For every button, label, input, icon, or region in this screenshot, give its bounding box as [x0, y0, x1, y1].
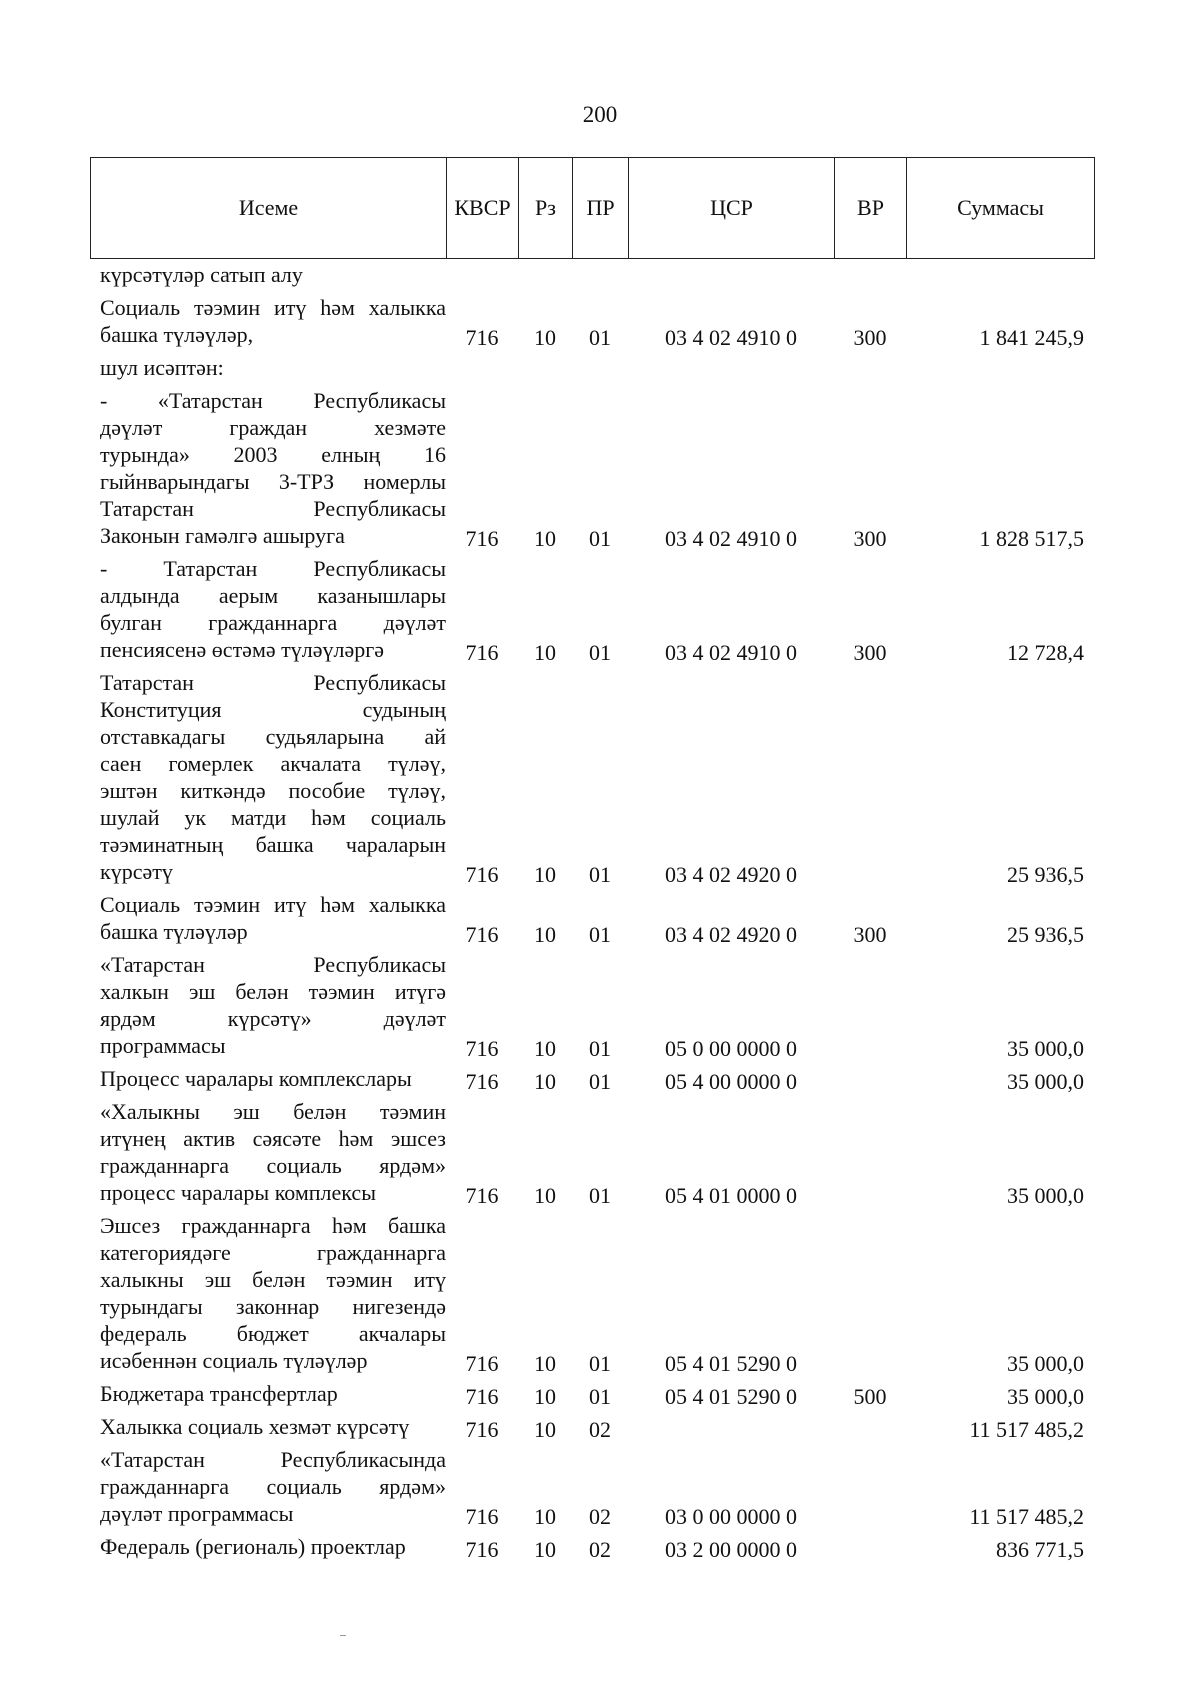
- table-row: [90, 1209, 1094, 1377]
- row-name-line: булган гражданнарга дәүләт: [100, 610, 446, 635]
- cell-vr: 300: [853, 325, 887, 350]
- cell-pr: [572, 351, 628, 384]
- row-name-line: турындагы законнар нигезендә: [100, 1294, 446, 1319]
- cell-kvsr: 716: [465, 1351, 499, 1376]
- cell-rz: 10: [534, 1504, 556, 1529]
- row-name-line: Татарстан Республикасы: [100, 670, 446, 695]
- cell-csr: 05 4 01 5290 0: [665, 1384, 797, 1409]
- table-row: [90, 384, 1094, 552]
- row-name: [90, 666, 446, 888]
- cell-rz: 10: [534, 1036, 556, 1061]
- table-row: [90, 948, 1094, 1062]
- cell-sum: 35 000,0: [1007, 1384, 1084, 1409]
- cell-csr: [628, 1410, 834, 1443]
- column-header-vr: ВР: [835, 158, 907, 259]
- cell-sum: 35 000,0: [1007, 1069, 1084, 1094]
- cell-rz: 10: [534, 1351, 556, 1376]
- cell-csr: 05 0 00 0000 0: [665, 1036, 797, 1061]
- cell-sum: 35 000,0: [1007, 1183, 1084, 1208]
- row-name: [90, 888, 446, 948]
- row-name: [90, 291, 446, 351]
- row-name-line: Бюджетара трансфертлар: [100, 1381, 338, 1406]
- row-name-line: - Татарстан Республикасы: [100, 556, 446, 581]
- table-row: [90, 291, 1094, 351]
- row-name: [90, 1095, 446, 1209]
- row-name-line: процесс чаралары комплексы: [100, 1180, 376, 1205]
- column-header-sum: Суммасы: [907, 158, 1095, 259]
- cell-vr: [834, 1410, 906, 1443]
- row-name-line: - «Татарстан Республикасы: [100, 388, 446, 413]
- row-name-line: эштән киткәндә пособие түләү,: [100, 778, 446, 803]
- cell-sum: 1 841 245,9: [979, 325, 1084, 350]
- row-name: [90, 552, 446, 666]
- row-name: [90, 1062, 446, 1095]
- row-name-line: саен гомерлек акчалата түләү,: [100, 751, 446, 776]
- row-name-line: күрсәтүләр сатып алу: [100, 262, 303, 287]
- row-name: [90, 948, 446, 1062]
- cell-pr: 02: [589, 1537, 611, 1562]
- row-name-line: Социаль тәэмин итү һәм халыкка: [100, 295, 446, 320]
- cell-vr: [834, 351, 906, 384]
- table-row: [90, 258, 1094, 291]
- cell-csr: 03 2 00 0000 0: [665, 1537, 797, 1562]
- row-name-line: Татарстан Республикасы: [100, 496, 446, 521]
- row-name-line: Эшсез гражданнарга һәм башка: [100, 1213, 446, 1238]
- cell-sum: 1 828 517,5: [979, 526, 1084, 551]
- row-name-line: итүнең актив сәясәте һәм эшсез: [100, 1126, 446, 1151]
- row-name-line: отставкадагы судьяларына ай: [100, 724, 446, 749]
- cell-csr: 03 0 00 0000 0: [665, 1504, 797, 1529]
- row-name: [90, 1443, 446, 1530]
- cell-rz: 10: [534, 862, 556, 887]
- cell-pr: 01: [589, 922, 611, 947]
- row-name-line: категориядәге гражданнарга: [100, 1240, 446, 1265]
- cell-pr: 01: [589, 862, 611, 887]
- cell-rz: 10: [534, 640, 556, 665]
- cell-sum: 836 771,5: [996, 1537, 1084, 1562]
- cell-sum: [906, 258, 1094, 291]
- table-row: [90, 666, 1094, 888]
- row-name: [90, 384, 446, 552]
- cell-pr: 01: [589, 1351, 611, 1376]
- cell-csr: 03 4 02 4920 0: [665, 862, 797, 887]
- cell-kvsr: 716: [465, 1036, 499, 1061]
- row-name-line: гражданнарга социаль ярдәм»: [100, 1153, 446, 1178]
- cell-kvsr: 716: [465, 1183, 499, 1208]
- cell-csr: 03 4 02 4910 0: [665, 640, 797, 665]
- row-name: [90, 1209, 446, 1377]
- cell-sum: 35 000,0: [1007, 1036, 1084, 1061]
- cell-vr: 500: [853, 1384, 887, 1409]
- cell-pr: 01: [589, 1183, 611, 1208]
- row-name-line: тәэминатның башка чараларын: [100, 832, 446, 857]
- page-number: 200: [582, 102, 618, 127]
- row-name-line: Законын гамәлгә ашыруга: [100, 523, 345, 548]
- row-name-line: «Татарстан Республикасында: [100, 1447, 446, 1472]
- cell-pr: 01: [589, 526, 611, 551]
- table-row: [90, 1062, 1094, 1095]
- row-name-line: ярдәм күрсәтү» дәүләт: [100, 1006, 446, 1031]
- cell-rz: 10: [534, 922, 556, 947]
- cell-csr: 05 4 00 0000 0: [665, 1069, 797, 1094]
- cell-kvsr: 716: [465, 526, 499, 551]
- table-row: [90, 1443, 1094, 1530]
- column-header-pr: ПР: [573, 158, 629, 259]
- table-row: [90, 552, 1094, 666]
- cell-kvsr: [446, 351, 518, 384]
- cell-pr: 02: [589, 1504, 611, 1529]
- cell-csr: [628, 351, 834, 384]
- cell-sum: 35 000,0: [1007, 1351, 1084, 1376]
- row-name-line: «Татарстан Республикасы: [100, 952, 446, 977]
- cell-pr: [572, 258, 628, 291]
- cell-vr: 300: [853, 922, 887, 947]
- row-name-line: федераль бюджет акчалары: [100, 1321, 446, 1346]
- cell-vr: [834, 666, 906, 888]
- cell-kvsr: 716: [465, 1417, 499, 1442]
- table-row: [90, 1377, 1094, 1410]
- cell-pr: 02: [589, 1417, 611, 1442]
- scan-mark: [340, 1635, 346, 1636]
- row-name-line: пенсиясенә өстәмә түләүләргә: [100, 637, 385, 662]
- cell-kvsr: 716: [465, 922, 499, 947]
- row-name-line: Конституция судының: [100, 697, 446, 722]
- column-header-rz: Рз: [519, 158, 573, 259]
- cell-sum: 12 728,4: [1007, 640, 1084, 665]
- cell-vr: [834, 948, 906, 1062]
- cell-vr: [834, 1530, 906, 1563]
- cell-sum: 11 517 485,2: [969, 1417, 1084, 1442]
- cell-csr: 03 4 02 4910 0: [665, 325, 797, 350]
- row-name-line: шул исәптән:: [100, 355, 224, 380]
- cell-csr: [628, 258, 834, 291]
- cell-rz: 10: [534, 1384, 556, 1409]
- cell-kvsr: 716: [465, 1504, 499, 1529]
- cell-pr: 01: [589, 1036, 611, 1061]
- row-name-line: башка түләүләр,: [100, 322, 254, 347]
- cell-kvsr: 716: [465, 1384, 499, 1409]
- cell-kvsr: 716: [465, 640, 499, 665]
- budget-table: [90, 258, 1094, 1563]
- cell-sum: [906, 351, 1094, 384]
- column-header-csr: ЦСР: [629, 158, 835, 259]
- cell-csr: 05 4 01 0000 0: [665, 1183, 797, 1208]
- row-name-line: гражданнарга социаль ярдәм»: [100, 1474, 446, 1499]
- row-name-line: турында» 2003 елның 16: [100, 442, 446, 467]
- table-row: [90, 1410, 1094, 1443]
- cell-kvsr: 716: [465, 325, 499, 350]
- cell-vr: [834, 1209, 906, 1377]
- row-name-line: дәүләт программасы: [100, 1501, 294, 1526]
- cell-rz: 10: [534, 1537, 556, 1562]
- table-row: [90, 888, 1094, 948]
- cell-sum: 25 936,5: [1007, 862, 1084, 887]
- cell-pr: 01: [589, 1069, 611, 1094]
- table-row: [90, 1530, 1094, 1563]
- cell-rz: 10: [534, 526, 556, 551]
- cell-vr: 300: [853, 640, 887, 665]
- row-name-line: Социаль тәэмин итү һәм халыкка: [100, 892, 446, 917]
- cell-rz: 10: [534, 1069, 556, 1094]
- cell-kvsr: 716: [465, 1537, 499, 1562]
- row-name: [90, 258, 446, 291]
- cell-vr: [834, 258, 906, 291]
- cell-sum: 25 936,5: [1007, 922, 1084, 947]
- row-name-line: Федераль (региональ) проектлар: [100, 1534, 406, 1559]
- table-row: [90, 351, 1094, 384]
- row-name-line: Процесс чаралары комплекслары: [100, 1066, 412, 1091]
- row-name-line: дәүләт граждан хезмәте: [100, 415, 446, 440]
- row-name-line: Халыкка социаль хезмәт күрсәтү: [100, 1414, 410, 1439]
- cell-rz: [518, 351, 572, 384]
- row-name-line: гыйнварындагы 3-ТРЗ номерлы: [100, 469, 446, 494]
- row-name-line: алдында аерым казанышлары: [100, 583, 446, 608]
- cell-vr: [834, 1095, 906, 1209]
- row-name: [90, 1377, 446, 1410]
- row-name-line: шулай ук матди һәм социаль: [100, 805, 446, 830]
- cell-kvsr: [446, 258, 518, 291]
- row-name-line: халкын эш белән тәэмин итүгә: [100, 979, 446, 1004]
- row-name-line: исәбеннән социаль түләүләр: [100, 1348, 368, 1373]
- cell-kvsr: 716: [465, 862, 499, 887]
- cell-rz: 10: [534, 1183, 556, 1208]
- cell-kvsr: 716: [465, 1069, 499, 1094]
- cell-vr: 300: [853, 526, 887, 551]
- cell-csr: 03 4 02 4910 0: [665, 526, 797, 551]
- cell-rz: 10: [534, 325, 556, 350]
- row-name: [90, 1530, 446, 1563]
- cell-pr: 01: [589, 325, 611, 350]
- cell-pr: 01: [589, 1384, 611, 1409]
- cell-sum: 11 517 485,2: [969, 1504, 1084, 1529]
- cell-rz: [518, 258, 572, 291]
- row-name-line: «Халыкны эш белән тәэмин: [100, 1099, 446, 1124]
- cell-csr: 03 4 02 4920 0: [665, 922, 797, 947]
- cell-vr: [834, 1443, 906, 1530]
- table-row: [90, 1095, 1094, 1209]
- table-header: [90, 157, 1095, 259]
- column-header-name: Исеме: [91, 158, 447, 259]
- row-name-line: программасы: [100, 1033, 226, 1058]
- row-name-line: күрсәтү: [100, 859, 173, 884]
- row-name-line: башка түләүләр: [100, 919, 248, 944]
- cell-csr: 05 4 01 5290 0: [665, 1351, 797, 1376]
- cell-pr: 01: [589, 640, 611, 665]
- cell-rz: 10: [534, 1417, 556, 1442]
- row-name: [90, 1410, 446, 1443]
- column-header-kvsr: КВСР: [447, 158, 519, 259]
- row-name-line: халыкны эш белән тәэмин итү: [100, 1267, 446, 1292]
- cell-vr: [834, 1062, 906, 1095]
- row-name: [90, 351, 446, 384]
